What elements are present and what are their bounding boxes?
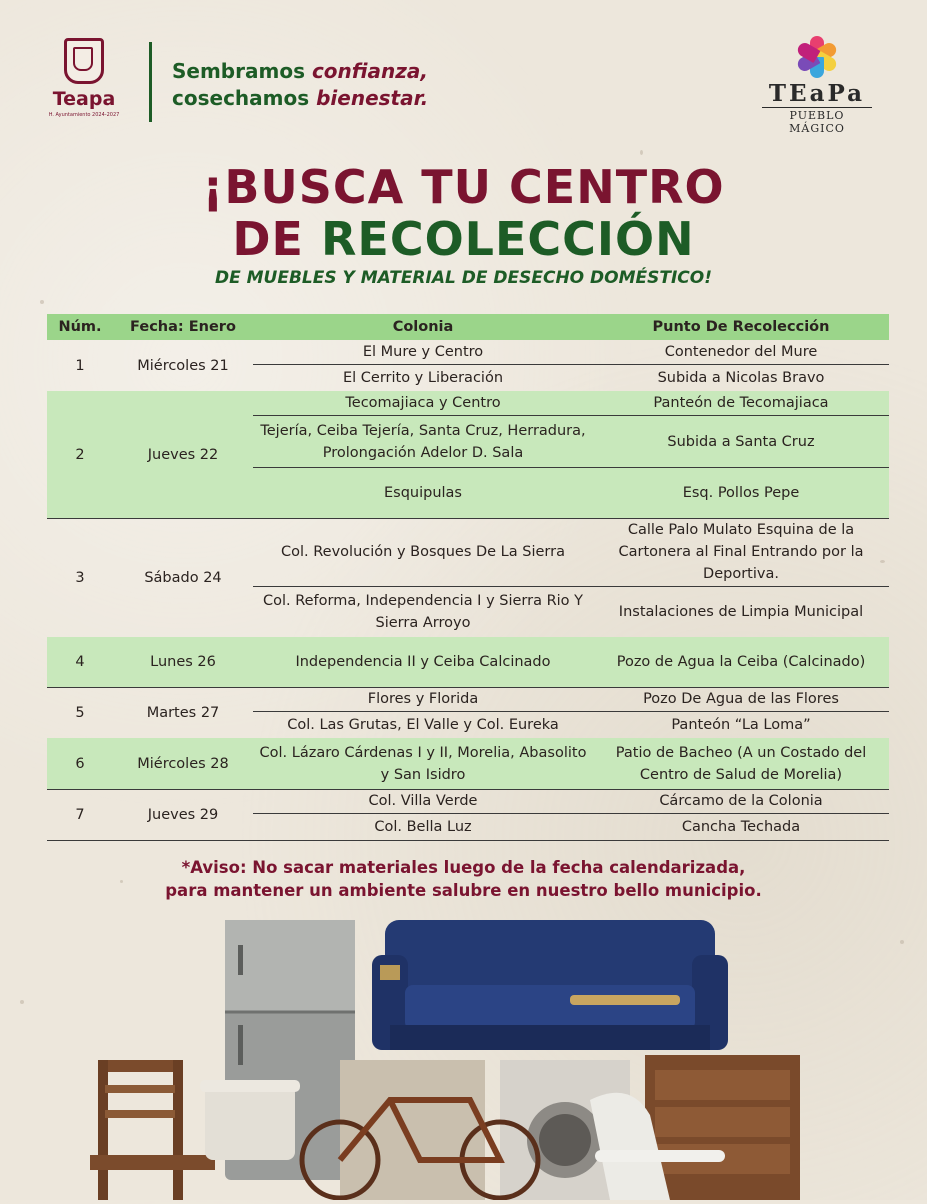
table-row	[253, 518, 889, 587]
paper-fleck	[900, 940, 904, 944]
table-row	[253, 814, 889, 840]
group-number: 7	[75, 806, 85, 823]
notice-line-1: *Aviso: No sacar materiales luego de la fecha calendarizada,	[181, 858, 746, 877]
logo-name: Teapa	[52, 88, 116, 110]
header-punto: Punto De Recolección	[652, 319, 830, 335]
notice	[0, 856, 927, 902]
subtitle: DE MUEBLES Y MATERIAL DE DESECHO DOMÉSTICO!	[215, 268, 712, 288]
title-line-1: ¡BUSCA TU CENTRO	[202, 160, 725, 214]
table-row	[253, 738, 889, 789]
slogan	[172, 58, 428, 112]
table-group	[47, 518, 889, 637]
punto-cell: Patio de Bacheo (A un Costado del Centro de Salud de Morelia)	[615, 744, 867, 783]
header-date: Fecha: Enero	[130, 319, 236, 335]
group-date: Miércoles 21	[137, 357, 229, 374]
group-number: 4	[75, 654, 85, 670]
colonia-cell: Esquipulas	[383, 485, 462, 501]
group-number: 6	[75, 755, 85, 772]
slogan-part: cosechamos	[172, 86, 317, 110]
slogan-part: Sembramos	[172, 59, 312, 83]
colonia-cell: Col. Reforma, Independencia I y Sierra Rio Y Sierra Arroyo	[262, 593, 584, 631]
punto-cell: Contenedor del Mure	[664, 344, 818, 360]
colonia-cell: Col. Las Grutas, El Valle y Col. Eureka	[287, 717, 559, 733]
table-row	[253, 687, 889, 712]
punto-cell: Pozo De Agua de las Flores	[643, 691, 839, 707]
header-num: Núm.	[58, 319, 102, 335]
colonia-cell: Independencia II y Ceiba Calcinado	[295, 654, 551, 670]
colonia-cell: El Cerrito y Liberación	[342, 370, 504, 386]
header	[0, 0, 927, 140]
pueblo-magico-subtitle: PUEBLO MÁGICO	[762, 107, 872, 135]
punto-cell: Panteón “La Loma”	[671, 717, 811, 733]
colonia-cell: Flores y Florida	[367, 691, 479, 707]
pueblo-magico-logo	[762, 36, 872, 136]
punto-cell: Esq. Pollos Pepe	[682, 485, 800, 501]
paper-fleck	[20, 1000, 24, 1004]
table-row	[253, 789, 889, 814]
colonia-cell: Col. Bella Luz	[374, 819, 472, 835]
notice-line-2: para mantener un ambiente salubre en nuestro bello municipio.	[165, 881, 762, 900]
group-date: Sábado 24	[144, 569, 222, 586]
punto-cell: Panteón de Tecomajiaca	[653, 395, 829, 411]
punto-cell: Subida a Nicolas Bravo	[657, 370, 825, 386]
colonia-cell: Tejería, Ceiba Tejería, Santa Cruz, Herradura, Prolongación Adelor D. Sala	[260, 422, 586, 461]
pueblo-magico-name: TEaPa	[768, 80, 866, 107]
colonia-cell: El Mure y Centro	[362, 344, 484, 360]
group-date: Jueves 29	[147, 806, 219, 823]
colonia-cell: Tecomajiaca y Centro	[345, 395, 501, 411]
table-group	[47, 340, 889, 391]
table-row	[253, 637, 889, 687]
table-group	[47, 637, 889, 687]
table-row	[253, 391, 889, 416]
table-group	[47, 391, 889, 518]
group-date: Lunes 26	[150, 654, 216, 670]
paper-fleck	[640, 150, 643, 155]
punto-cell: Subida a Santa Cruz	[667, 433, 815, 450]
furniture-illustration	[90, 915, 830, 1200]
coat-of-arms-icon	[64, 38, 104, 84]
table-group	[47, 789, 889, 840]
header-colonia: Colonia	[392, 319, 454, 335]
pinwheel-icon	[796, 36, 838, 78]
title-part: DE	[232, 212, 321, 266]
teapa-logo	[48, 38, 120, 118]
group-number: 5	[75, 704, 85, 721]
table-row	[253, 340, 889, 365]
punto-cell: Cancha Techada	[681, 819, 801, 835]
colonia-cell: Col. Revolución y Bosques De La Sierra	[281, 544, 565, 560]
group-date: Miércoles 28	[137, 755, 229, 772]
paper-fleck	[40, 300, 44, 304]
table-group	[47, 738, 889, 789]
group-number: 1	[75, 357, 85, 374]
table-group	[47, 687, 889, 738]
title-emphasis: RECOLECCIÓN	[320, 212, 695, 266]
colonia-cell: Col. Lázaro Cárdenas I y II, Morelia, Abasolito y San Isidro	[259, 744, 587, 783]
group-number: 2	[75, 446, 85, 463]
collection-table	[47, 314, 889, 840]
punto-cell: Cárcamo de la Colonia	[659, 793, 823, 809]
punto-cell: Calle Palo Mulato Esquina de la Cartonera al Final Entrando por la Deportiva.	[618, 522, 864, 582]
table-body	[47, 340, 889, 840]
table-row	[253, 365, 889, 391]
slogan-emphasis: bienestar.	[316, 86, 429, 110]
punto-cell: Pozo de Agua la Ceiba (Calcinado)	[616, 654, 866, 670]
table-row	[253, 468, 889, 518]
colonia-cell: Col. Villa Verde	[368, 793, 478, 809]
group-date: Martes 27	[146, 704, 220, 721]
table-header	[47, 314, 889, 340]
group-divider	[47, 840, 889, 841]
group-number: 3	[75, 569, 85, 586]
group-date: Jueves 22	[147, 446, 219, 463]
punto-cell: Instalaciones de Limpia Municipal	[618, 604, 864, 620]
table-row	[253, 416, 889, 468]
logo-subtitle: H. Ayuntamiento 2024-2027	[48, 112, 120, 118]
title-line-2	[0, 212, 927, 266]
table-row	[253, 712, 889, 738]
discarded-furniture-icon	[90, 915, 830, 1200]
table-row	[253, 587, 889, 637]
slogan-emphasis: confianza,	[311, 59, 428, 83]
header-divider	[149, 42, 152, 122]
